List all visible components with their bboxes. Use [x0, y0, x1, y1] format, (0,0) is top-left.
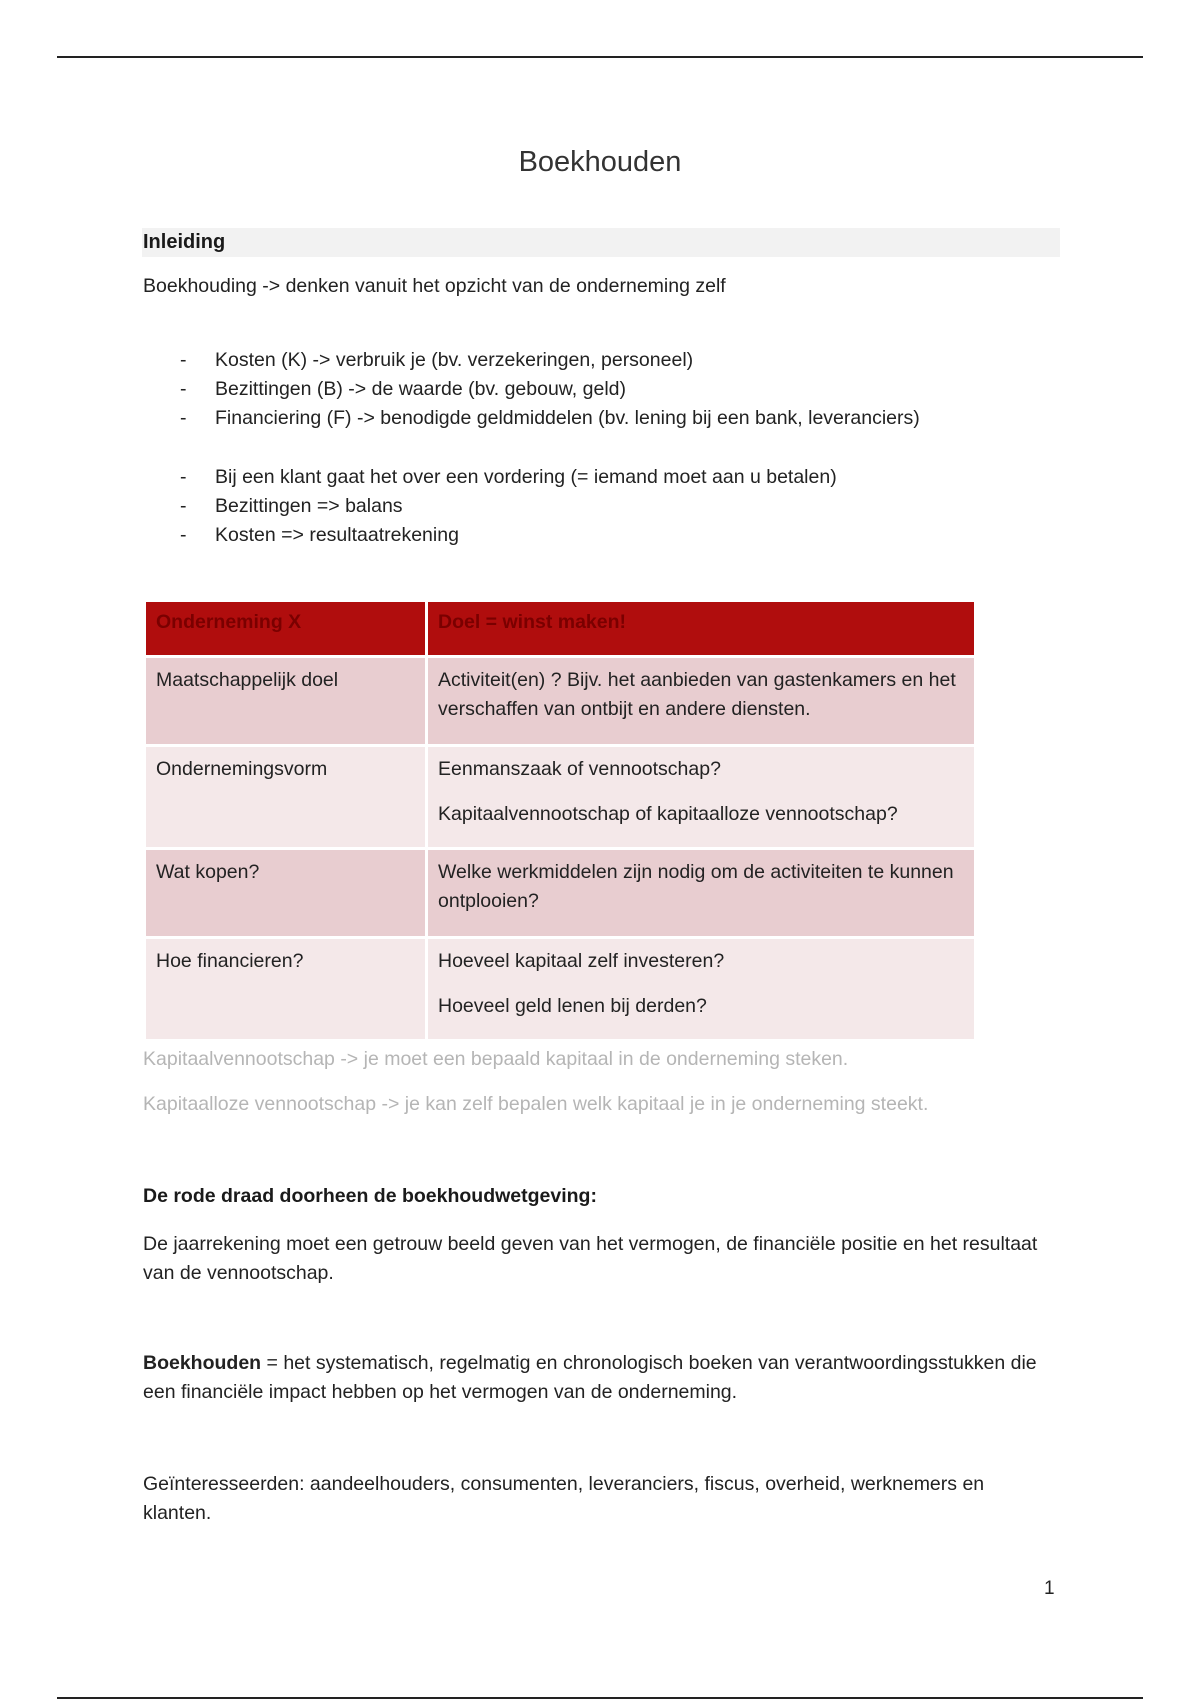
table-row	[146, 850, 974, 936]
list-item: - Kosten => resultaatrekening	[172, 521, 837, 550]
row-label: Ondernemingsvorm	[146, 747, 425, 847]
list-item: - Financiering (F) -> benodigde geldmiddelen (bv. lening bij een bank, leveranciers)	[172, 404, 920, 433]
table-header-cell: Doel = winst maken!	[428, 602, 974, 655]
faint-note: Kapitaalloze vennootschap -> je kan zelf bepalen welk kapitaal je in je onderneming steekt.	[143, 1093, 929, 1115]
table-header-row	[146, 602, 974, 655]
row-label: Hoe financieren?	[146, 939, 425, 1039]
dash-bullet: -	[180, 495, 187, 517]
faint-note: Kapitaalvennootschap -> je moet een bepaald kapitaal in de onderneming steken.	[143, 1048, 849, 1070]
company-overview-table	[143, 599, 977, 1042]
table-header-cell: Onderneming X	[146, 602, 425, 655]
dash-bullet: -	[180, 378, 187, 400]
dash-bullet: -	[180, 466, 187, 488]
row-label: Wat kopen?	[146, 850, 425, 936]
section-heading-bar	[142, 228, 1060, 257]
page-title: Boekhouden	[518, 146, 682, 178]
dash-bullet: -	[180, 349, 187, 371]
row-label: Maatschappelijk doel	[146, 658, 425, 744]
notes-list	[172, 463, 837, 550]
row-value: Activiteit(en) ? Bijv. het aanbieden van gastenkamers en het verschaffen van ontbijt en andere diensten.	[428, 658, 974, 744]
table-row	[146, 939, 974, 1039]
intro-text: Boekhouding -> denken vanuit het opzicht van de onderneming zelf	[143, 275, 726, 297]
row-value: Welke werkmiddelen zijn nodig om de activiteiten te kunnen ontplooien?	[428, 850, 974, 936]
row-value: Eenmanszaak of vennootschap? Kapitaalvennootschap of kapitaalloze vennootschap?	[428, 747, 974, 847]
bottom-rule	[57, 1697, 1143, 1699]
definition-term: Boekhouden	[143, 1352, 262, 1374]
table-row	[146, 658, 974, 744]
list-item: - Bezittingen => balans	[172, 492, 837, 521]
dash-bullet: -	[180, 524, 187, 546]
definitions-list	[172, 346, 920, 433]
subheading: De rode draad doorheen de boekhoudwetgeving:	[143, 1185, 597, 1207]
list-item: - Kosten (K) -> verbruik je (bv. verzekeringen, personeel)	[172, 346, 920, 375]
boekhouden-definition	[143, 1349, 1063, 1407]
section-heading: Inleiding	[143, 231, 226, 253]
page-number: 1	[1044, 1578, 1055, 1599]
top-rule	[57, 56, 1143, 58]
list-item: - Bezittingen (B) -> de waarde (bv. gebouw, geld)	[172, 375, 920, 404]
definition-text: = het systematisch, regelmatig en chronologisch boeken van verantwoordingsstukken die een financiële impact hebben op het vermogen van de onderneming.	[143, 1352, 1037, 1403]
table-row	[146, 747, 974, 847]
jaarrekening-paragraph: De jaarrekening moet een getrouw beeld geven van het vermogen, de financiële positie en het resultaat van de vennootschap.	[143, 1233, 1038, 1284]
row-value: Hoeveel kapitaal zelf investeren? Hoeveel geld lenen bij derden?	[428, 939, 974, 1039]
stakeholders-paragraph: Geïnteresseerden: aandeelhouders, consumenten, leveranciers, fiscus, overheid, werknemers en klanten.	[143, 1473, 985, 1524]
list-item: - Bij een klant gaat het over een vordering (= iemand moet aan u betalen)	[172, 463, 837, 492]
dash-bullet: -	[180, 407, 187, 429]
